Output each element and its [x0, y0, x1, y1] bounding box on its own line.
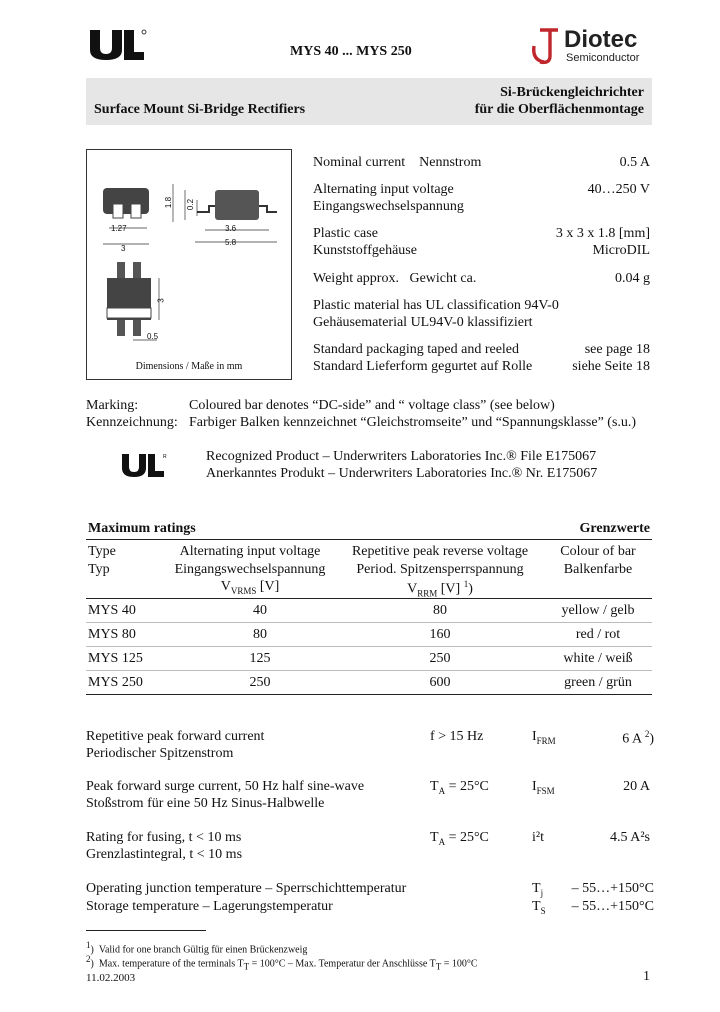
temp-symbol: $T_S$	[532, 899, 546, 916]
spec-value-2: MicroDIL	[592, 243, 650, 258]
th-vrrm-de: Period. Spitzensperrspannung	[356, 562, 524, 577]
footer-date: 11.02.2003	[86, 972, 136, 984]
temp-label: Operating junction temperature – Sperrschichttemperatur	[86, 881, 407, 896]
cell-vrms: 80	[253, 627, 267, 642]
cell-colour: red / rot	[575, 627, 621, 642]
spec-label: Standard packaging taped and reeled	[313, 342, 520, 357]
temp-value: – 55…+150°C	[571, 881, 654, 896]
param-symbol: $I_{FSM}$	[532, 779, 555, 796]
marking-label: Marking:	[86, 398, 139, 413]
param-label: Repetitive peak forward current	[86, 729, 265, 744]
table-top-rule	[86, 539, 652, 540]
ul-line-2: Anerkanntes Produkt – Underwriters Laboratories Inc.® Nr. E175067	[206, 466, 598, 481]
cell-vrrm: 600	[429, 675, 451, 690]
temp-label: Storage temperature – Lagerungstemperatur	[86, 899, 333, 914]
dim-0-2: 0.2	[186, 198, 196, 211]
ul-recognized-icon	[120, 450, 168, 480]
cell-colour: yellow / gelb	[561, 603, 635, 618]
cell-vrms: 125	[249, 651, 271, 666]
spec-label: Alternating input voltage	[313, 182, 454, 197]
spec-label-de: Kunststoffgehäuse	[313, 243, 417, 258]
cell-vrrm: 160	[429, 627, 451, 642]
footnote-rule	[86, 930, 206, 931]
svg-text:R: R	[163, 454, 167, 460]
th-vrms-unit: $V_{VRMS}$ [V]	[220, 579, 280, 596]
dim-1-27: 1.27	[111, 224, 127, 233]
param-label: Peak forward surge current, 50 Hz half sine-wave	[86, 779, 365, 794]
dim-5-8: 5.8	[225, 238, 237, 247]
diotec-logo-icon	[530, 26, 562, 66]
table-bottom-rule	[86, 694, 652, 695]
dim-3-top: 3	[121, 244, 126, 253]
spec-label: Plastic material has UL classification 94V-0	[313, 298, 559, 313]
title-de-1: Si-Brückengleichrichter	[500, 85, 644, 100]
row-divider	[86, 646, 652, 647]
spec-value-2: siehe Seite 18	[572, 359, 650, 374]
param-symbol: i²t	[532, 830, 544, 845]
param-label-de: Grenzlastintegral, t < 10 ms	[86, 847, 243, 862]
param-condition: f > 15 Hz	[430, 729, 484, 744]
spec-value: 40…250 V	[587, 182, 650, 197]
temp-symbol: $T_j$	[532, 881, 544, 898]
th-vrms: Alternating input voltage	[179, 544, 321, 559]
page-number: 1	[643, 969, 650, 984]
marking-text-de: Farbiger Balken kennzeichnet “Gleichstromseite” und “Spannungsklasse” (s.u.)	[189, 415, 637, 430]
marking-label-de: Kennzeichnung:	[86, 415, 178, 430]
th-colour: Colour of bar	[560, 544, 636, 559]
ul-line-1: Recognized Product – Underwriters Laboratories Inc.® File E175067	[206, 449, 597, 464]
th-type: Type	[88, 544, 116, 559]
spec-label-de: Eingangswechselspannung	[313, 199, 464, 214]
th-type-de: Typ	[88, 562, 110, 577]
cell-colour: white / weiß	[563, 651, 633, 666]
param-value: 6 A $^2$)	[622, 729, 654, 747]
cell-colour: green / grün	[564, 675, 632, 690]
row-divider	[86, 670, 652, 671]
table-header-rule	[86, 598, 652, 599]
cell-vrms: 250	[249, 675, 271, 690]
spec-weight	[313, 271, 476, 287]
param-label-de: Stoßstrom für eine 50 Hz Sinus-Halbwelle	[86, 796, 325, 811]
footnote-1: $^1$) Valid for one branch Gültig für einen Brückenzweig	[86, 940, 308, 956]
package-outline-drawing	[87, 150, 291, 355]
brand-name: Diotec	[564, 26, 638, 53]
spec-value: see page 18	[584, 342, 650, 357]
param-condition: $T_A = 25^\circ C$	[430, 779, 489, 796]
footnote-2: $^2$) Max. temperature of the terminals $T_T = 100^\circ C$ – Max. Temperatur der Anschlüsse $T_T = 100^\circ C$	[86, 954, 478, 972]
spec-label: Nominal current	[313, 155, 406, 170]
param-value: 4.5 A²s	[610, 830, 650, 845]
param-label-de: Periodischer Spitzenstrom	[86, 746, 234, 761]
cell-type: MYS 80	[88, 627, 136, 642]
ratings-title: Maximum ratings	[88, 521, 196, 536]
dim-1-8: 1.8	[164, 196, 174, 209]
param-label: Rating for fusing, t < 10 ms	[86, 830, 242, 845]
ul-logo	[86, 26, 148, 69]
package-drawing	[86, 149, 292, 380]
diotec-logo	[530, 26, 654, 66]
dim-0-5: 0.5	[147, 332, 159, 341]
spec-label-de: Nennstrom	[419, 155, 482, 170]
cell-type: MYS 250	[88, 675, 143, 690]
spec-label-de: Gehäusematerial UL94V-0 klassifiziert	[313, 315, 533, 330]
title-de-2: für die Oberflächenmontage	[474, 102, 644, 117]
ul-mark-icon	[86, 26, 148, 64]
spec-value: 3 x 3 x 1.8 [mm]	[555, 226, 650, 241]
title-en: Surface Mount Si-Bridge Rectifiers	[94, 102, 306, 117]
spec-nominal-current	[313, 155, 481, 171]
th-colour-de: Balkenfarbe	[563, 562, 633, 577]
cell-vrrm: 250	[429, 651, 451, 666]
cell-vrms: 40	[253, 603, 267, 618]
temp-value: – 55…+150°C	[571, 899, 654, 914]
cell-type: MYS 125	[88, 651, 143, 666]
param-value: 20 A	[623, 779, 650, 794]
part-range: MYS 40 ... MYS 250	[290, 44, 412, 59]
spec-label-de: Standard Lieferform gegurtet auf Rolle	[313, 359, 533, 374]
ratings-title-de: Grenzwerte	[579, 521, 650, 536]
cell-vrrm: 80	[433, 603, 447, 618]
dim-3-6: 3.6	[225, 224, 237, 233]
spec-value: 0.04 g	[615, 271, 650, 286]
param-condition: $T_A = 25^\circ C$	[430, 830, 489, 847]
marking-text: Coloured bar denotes “DC-side” and “ voltage class” (see below)	[189, 398, 555, 413]
param-symbol: $I_{FRM}$	[532, 729, 556, 746]
row-divider	[86, 622, 652, 623]
th-vrms-de: Eingangswechselspannung	[174, 562, 326, 577]
spec-label: Weight approx.	[313, 271, 399, 286]
ul-recognized-logo	[120, 450, 168, 485]
spec-value: 0.5 A	[619, 155, 650, 170]
spec-label: Plastic case	[313, 226, 378, 241]
th-vrrm-unit: $V_{RRM}$ [V] $^1$)	[407, 579, 473, 599]
spec-label-de: Gewicht ca.	[409, 271, 477, 286]
drawing-caption: Dimensions / Maße in mm	[135, 361, 243, 372]
brand-sub: Semiconductor	[566, 52, 640, 64]
th-vrrm: Repetitive peak reverse voltage	[351, 544, 529, 559]
cell-type: MYS 40	[88, 603, 136, 618]
dim-3-side: 3	[156, 298, 166, 303]
